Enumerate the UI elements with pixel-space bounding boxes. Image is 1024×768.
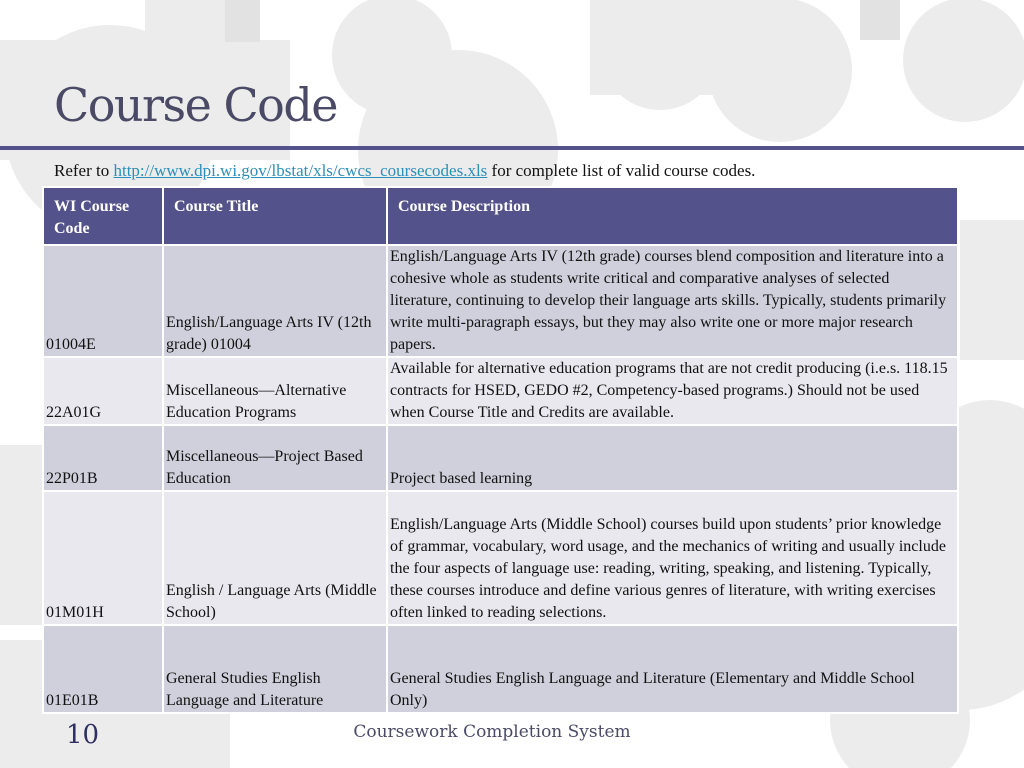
cell-course-title: General Studies English Language and Literature bbox=[163, 625, 387, 713]
cell-course-description: Project based learning bbox=[387, 425, 958, 491]
title-divider bbox=[0, 146, 1024, 150]
table-row bbox=[43, 245, 958, 357]
cell-course-title: Miscellaneous—Alternative Education Programs bbox=[163, 357, 387, 425]
cell-course-code: 22P01B bbox=[43, 425, 163, 491]
table-row bbox=[43, 491, 958, 625]
header-course-description: Course Description bbox=[387, 187, 958, 245]
page-title: Course Code bbox=[54, 78, 338, 132]
cell-course-code: 01E01B bbox=[43, 625, 163, 713]
table-row bbox=[43, 357, 958, 425]
cell-course-description: English/Language Arts IV (12th grade) courses blend composition and literature into a cohesive whole as students write critical and comparative analyses of selected literature, continuing to develop their language arts skills. Typically, students primarily write multi-paragraph essays, but they may also write one or more major research papers. bbox=[387, 245, 958, 357]
cell-course-description: Available for alternative education programs that are not credit producing (i.e.s. 118.15 contracts for HSED, GEDO #2, Competency-based programs.) Should not be used when Course Title and Credits are available. bbox=[387, 357, 958, 425]
reference-suffix: for complete list of valid course codes. bbox=[487, 161, 756, 180]
reference-prefix: Refer to bbox=[54, 161, 114, 180]
reference-line bbox=[54, 161, 755, 181]
course-codes-link[interactable]: http://www.dpi.wi.gov/lbstat/xls/cwcs_coursecodes.xls bbox=[113, 161, 488, 180]
cell-course-code: 01M01H bbox=[43, 491, 163, 625]
cell-course-title: English / Language Arts (Middle School) bbox=[163, 491, 387, 625]
page-number: 10 bbox=[66, 720, 100, 750]
cell-course-code: 01004E bbox=[43, 245, 163, 357]
course-code-table bbox=[42, 186, 959, 714]
table-row bbox=[43, 425, 958, 491]
cell-course-description: General Studies English Language and Literature (Elementary and Middle School Only) bbox=[387, 625, 958, 713]
header-wi-course-code: WI Course Code bbox=[43, 187, 163, 245]
header-course-title: Course Title bbox=[163, 187, 387, 245]
table-row bbox=[43, 625, 958, 713]
cell-course-description: English/Language Arts (Middle School) courses build upon students’ prior knowledge of grammar, vocabulary, word usage, and the mechanics of writing and usually include the four aspects of language use: reading, writing, speaking, and listening. Typically, these courses introduce and define various genres of literature, with writing exercises often linked to reading selections. bbox=[387, 491, 958, 625]
cell-course-code: 22A01G bbox=[43, 357, 163, 425]
table-header-row bbox=[43, 187, 958, 245]
cell-course-title: Miscellaneous—Project Based Education bbox=[163, 425, 387, 491]
cell-course-title: English/Language Arts IV (12th grade) 01004 bbox=[163, 245, 387, 357]
footer-text: Coursework Completion System bbox=[353, 722, 631, 742]
